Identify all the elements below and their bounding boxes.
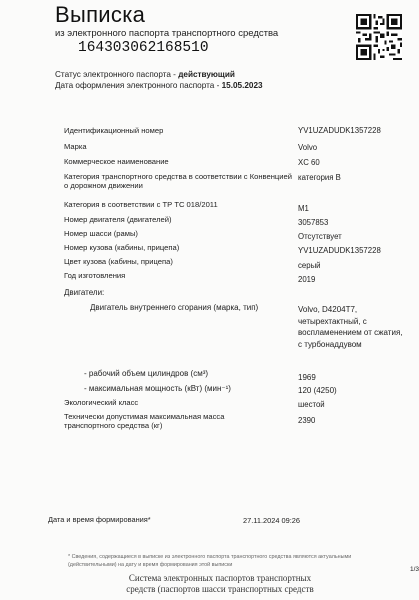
field-label-year: Год изготовления xyxy=(64,271,126,280)
field-value-commercial-name: XC 60 xyxy=(298,158,320,167)
eco-class-label: Экологический класс xyxy=(64,398,139,407)
document-title: Выписка xyxy=(55,2,146,27)
max-mass-value: 2390 xyxy=(298,416,316,425)
field-label-make: Марка xyxy=(64,142,87,151)
field-value-chassis-number: Отсутствует xyxy=(298,232,342,241)
field-value-engine-number: 3057853 xyxy=(298,218,329,227)
field-label-category-tr: Категория в соответствии с ТР ТС 018/2011 xyxy=(64,200,218,209)
engines-section-label: Двигатели: xyxy=(64,288,105,297)
field-label-engine-number: Номер двигателя (двигателей) xyxy=(64,215,172,224)
engine-power-label: - максимальная мощность (кВт) (мин⁻¹) xyxy=(84,384,231,393)
passport-issue-date: Дата оформления электронного паспорта - 15.05.2023 xyxy=(55,81,263,90)
document-number: 164303062168510 xyxy=(78,40,209,56)
formed-datetime-label: Дата и время формирования* xyxy=(48,515,151,524)
engine-type-label: Двигатель внутреннего сгорания (марка, тип) xyxy=(90,303,259,312)
field-label-commercial-name: Коммерческое наименование xyxy=(64,157,169,166)
qr-code-icon xyxy=(356,14,402,60)
field-value-year: 2019 xyxy=(298,275,316,284)
formed-datetime-value: 27.11.2024 09:26 xyxy=(243,516,300,525)
field-label-vin: Идентификационный номер xyxy=(64,126,164,135)
system-name xyxy=(100,573,340,595)
field-value-vin: YV1UZADUDK1357228 xyxy=(298,126,381,135)
engine-power-value: 120 (4250) xyxy=(298,386,337,395)
field-label-chassis-number: Номер шасси (рамы) xyxy=(64,229,138,238)
engine-type-value: Volvo, D4204T7, четырехтактный, с воспламенением от сжатия, с турбонаддувом xyxy=(298,305,403,349)
page-number: 1/3 xyxy=(409,566,419,573)
engine-displacement-value: 1969 xyxy=(298,373,316,382)
field-value-body-color: серый xyxy=(298,261,321,270)
field-value-category-convention: категория B xyxy=(298,173,341,182)
field-label-body-color: Цвет кузова (кабины, прицепа) xyxy=(64,257,173,266)
engine-displacement-label: - рабочий объем цилиндров (см³) xyxy=(84,369,209,378)
field-label-body-number: Номер кузова (кабины, прицепа) xyxy=(64,243,180,252)
passport-status: Статус электронного паспорта - действующий xyxy=(55,70,235,79)
footnote-text: * Сведения, содержащиеся в выписке из электронного паспорта транспортного средства являются актуальными (действительными) на дату и время формирования этой выписки xyxy=(68,554,352,568)
field-value-make: Volvo xyxy=(298,143,318,152)
system-name-line-2: средств (паспортов шасси транспортных средств xyxy=(126,584,314,594)
max-mass-label: Технически допустимая максимальная масса транспортного средства (кг) xyxy=(64,412,225,430)
eco-class-value: шестой xyxy=(298,400,325,409)
status-value: действующий xyxy=(178,70,235,79)
field-value-body-number: YV1UZADUDK1357228 xyxy=(298,246,381,255)
document-subtitle: из электронного паспорта транспортного средства xyxy=(55,28,279,39)
field-value-category-tr: M1 xyxy=(298,204,309,213)
field-label-category-convention: Категория транспортного средства в соответствии с Конвенцией о дорожном движении xyxy=(64,172,292,190)
system-name-line-1: Система электронных паспортов транспортных xyxy=(128,573,312,583)
issue-date-value: 15.05.2023 xyxy=(221,81,263,90)
